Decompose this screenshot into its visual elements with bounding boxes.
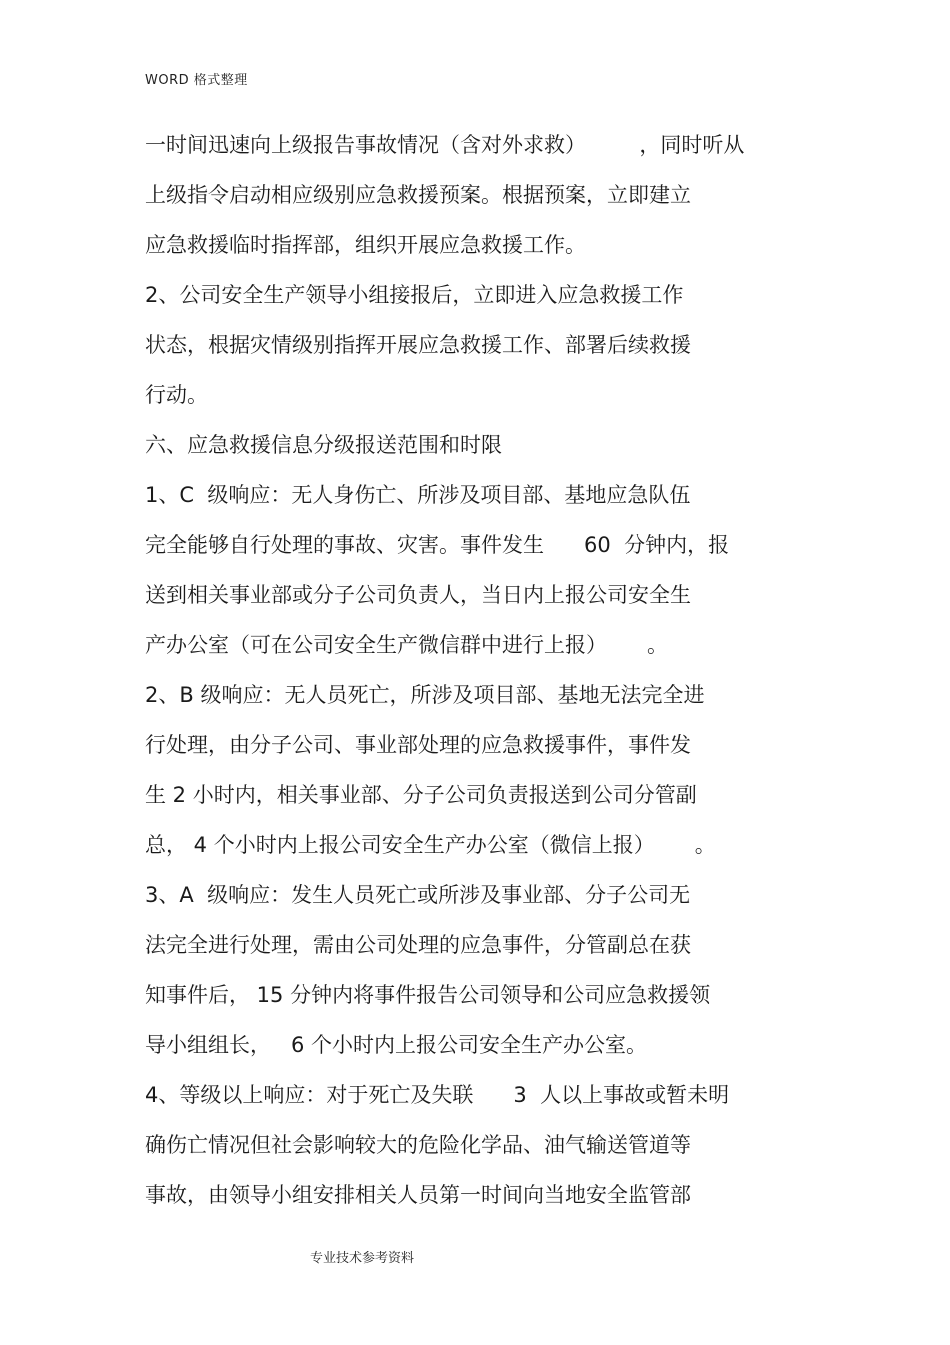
text-line: 送到相关事业部或分子公司负责人，当日内上报公司安全生 [145,583,691,607]
text-line: 生 2 小时内，相关事业部、分子公司负责报送到公司分管副 [145,783,697,807]
page-footer: 专业技术参考资料 [310,1251,415,1266]
text-line: 2、公司安全生产领导小组接报后，立即进入应急救援工作 [145,283,684,307]
text-line: 事故，由领导小组安排相关人员第一时间向当地安全监管部 [145,1183,691,1207]
document-body [145,120,845,1220]
text-line: 产办公室（可在公司安全生产微信群中进行上报） 。 [145,633,669,657]
text-line: 确伤亡情况但社会影响较大的危险化学品、油气输送管道等 [145,1133,691,1157]
text-line: 1、C 级响应：无人身伤亡、所涉及项目部、基地应急队伍 [145,483,691,507]
text-line: 行动。 [145,383,208,407]
text-line: 一时间迅速向上级报告事故情况（含对外求救） ，同时听从 [145,133,745,157]
text-line: 法完全进行处理，需由公司处理的应急事件，分管副总在获 [145,933,691,957]
text-line: 完全能够自行处理的事故、灾害。事件发生 60 分钟内，报 [145,533,730,557]
text-line: 3、A 级响应：发生人员死亡或所涉及事业部、分子公司无 [145,883,691,907]
text-line: 应急救援临时指挥部，组织开展应急救援工作。 [145,233,586,257]
text-line: 总， 4 个小时内上报公司安全生产办公室（微信上报） 。 [145,833,716,857]
text-line: 行处理，由分子公司、事业部处理的应急救援事件，事件发 [145,733,691,757]
text-line: 2、B 级响应：无人员死亡，所涉及项目部、基地无法完全进 [145,683,705,707]
text-line: 4、等级以上响应：对于死亡及失联 3 人以上事故或暂未明 [145,1083,730,1107]
text-line: 上级指令启动相应级别应急救援预案。根据预案，立即建立 [145,183,691,207]
section-heading: 六、应急救援信息分级报送范围和时限 [145,433,502,457]
text-line: 导小组组长， 6 个小时内上报公司安全生产办公室。 [145,1033,648,1057]
text-line: 状态，根据灾情级别指挥开展应急救援工作、部署后续救援 [145,333,691,357]
text-line: 知事件后， 15 分钟内将事件报告公司领导和公司应急救援领 [145,983,711,1007]
page-header: WORD 格式整理 [145,73,248,88]
